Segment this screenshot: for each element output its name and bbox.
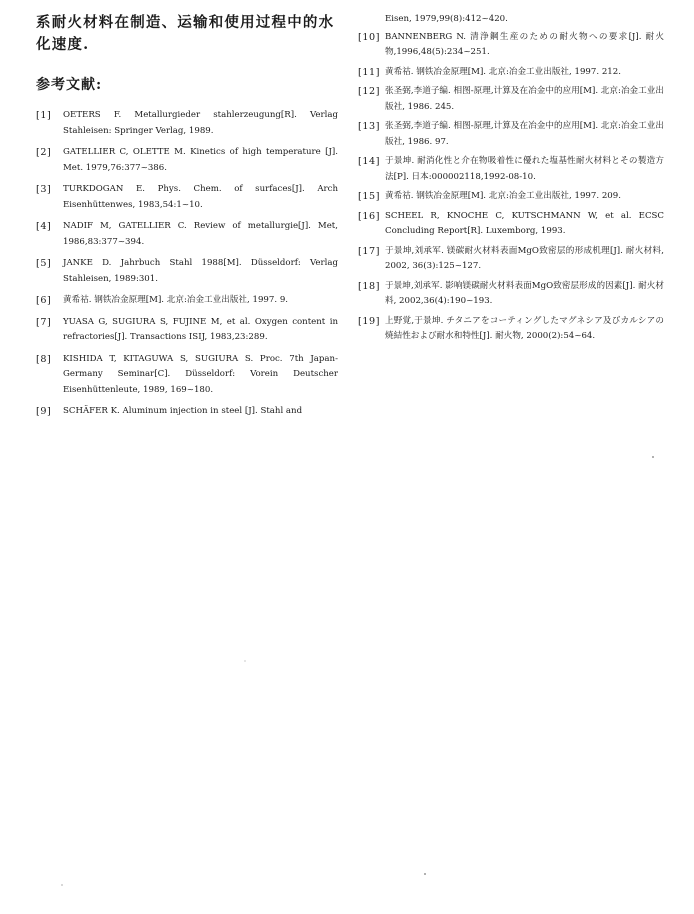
reference-text: KISHIDA T, KITAGUWA S, SUGIURA S. Proc. 7th Japan-Germany Seminar[C]. Düsseldorf: Vorein Deutscher Eisenhüttenleute, 1989, 169~180. (63, 353, 338, 395)
reference-number: [1] (36, 110, 52, 121)
reference-text: NADIF M, GATELLIER C. Review of metallurgie[J]. Met, 1986,83:377~394. (63, 221, 338, 247)
reference-text: 黄希祜. 钢铁冶金原理[M]. 北京:冶金工业出版社, 1997. 209. (385, 191, 621, 201)
reference-item (36, 404, 338, 420)
reference-text: YUASA G, SUGIURA S, FUJINE M, et al. Oxygen content in refractories[J]. Transactions ISIJ, 1983,23:289. (63, 316, 338, 342)
reference-item (358, 30, 664, 61)
reference-number: [15] (358, 191, 381, 202)
reference-text: GATELLIER C, OLETTE M. Kinetics of high temperature [J]. Met. 1979,76:377~386. (63, 147, 338, 173)
reference-number: [10] (358, 31, 381, 43)
intro-paragraph: 系耐火材料在制造、运输和使用过程中的水化速度. (36, 14, 335, 53)
scan-speck (652, 456, 654, 458)
reference-number: [7] (36, 316, 52, 328)
reference-text: OETERS F. Metallurgieder stahlerzeugung[R]. Verlag Stahleisen: Springer Verlag, 1989. (63, 110, 338, 136)
left-reference-list (36, 108, 338, 420)
reference-number: [3] (36, 184, 52, 195)
left-column (36, 0, 338, 426)
reference-text: 张圣弼,李道子编. 相图-原理,计算及在冶金中的应用[M]. 北京:冶金工业出版社, 1986. 245. (385, 86, 664, 112)
reference-number: [18] (358, 280, 381, 292)
reference-item (36, 352, 338, 399)
reference-item (358, 119, 664, 150)
reference-text: SCHEEL R, KNOCHE C, KUTSCHMANN W, et al. ECSC Concluding Report[R]. Luxemborg, 1993. (385, 210, 664, 236)
references-heading: 参考文献: (36, 77, 103, 93)
right-reference-list (358, 30, 664, 345)
reference-item (36, 182, 338, 213)
reference-number: [12] (358, 86, 381, 97)
reference-number: [9] (36, 406, 52, 417)
reference-number: [16] (358, 210, 381, 222)
reference-text: TURKDOGAN E. Phys. Chem. of surfaces[J]. Arch Eisenhüttenwes, 1983,54:1~10. (63, 184, 338, 210)
reference-item (36, 145, 338, 176)
reference-number: [2] (36, 147, 52, 158)
reference-text: JANKE D. Jahrbuch Stahl 1988[M]. Düsseldorf: Verlag Stahleisen, 1989:301. (63, 258, 338, 284)
reference-item (358, 279, 664, 310)
reference-number: [19] (358, 315, 381, 327)
reference-item (358, 314, 664, 345)
right-column (358, 0, 664, 349)
reference-item (358, 209, 664, 240)
reference-number: [5] (36, 258, 52, 269)
reference-number: [14] (358, 156, 381, 167)
reference-number: [17] (358, 245, 381, 257)
reference-number: [13] (358, 121, 381, 132)
reference-number: [11] (358, 66, 381, 78)
scan-speck (424, 873, 426, 875)
reference-text: 黄希祜. 钢铁冶金原理[M]. 北京:冶金工业出版社, 1997. 9. (63, 295, 289, 305)
reference-item (358, 244, 664, 275)
reference-continuation: Eisen, 1979,99(8):412~420. (385, 14, 508, 24)
scan-speck (61, 884, 63, 886)
reference-item (358, 65, 664, 81)
scan-speck (244, 660, 246, 662)
reference-text: 黄希祜. 钢铁冶金原理[M]. 北京:冶金工业出版社, 1997. 212. (385, 66, 621, 77)
reference-item (358, 189, 664, 205)
reference-text: 张圣弼,李道子编. 相图-原理,计算及在冶金中的应用[M]. 北京:冶金工业出版社, 1986. 97. (385, 121, 664, 147)
reference-item (358, 154, 664, 185)
reference-text: 上野覚,于景坤. チタニアをコーティングしたマグネシア及びカルシアの焼結性および耐水和特性[J]. 耐火物, 2000(2):54~64. (385, 315, 664, 341)
reference-text: 于景坤,刘承军. 影响镁碳耐火材料表面MgO致密层形成的因素[J]. 耐火材料, 2002,36(4):190~193. (385, 280, 664, 306)
reference-number: [8] (36, 353, 52, 365)
reference-item (36, 108, 338, 139)
reference-item (36, 256, 338, 287)
reference-item (36, 219, 338, 250)
reference-item (358, 84, 664, 115)
reference-text: BANNENBERG N. 清浄鋼生産のための耐火物への要求[J]. 耐火物,1996,48(5):234~251. (385, 31, 664, 57)
reference-number: [4] (36, 221, 52, 232)
reference-text: SCHÄFER K. Aluminum injection in steel [J]. Stahl and (63, 406, 303, 416)
reference-item (36, 315, 338, 346)
reference-number: [6] (36, 295, 52, 306)
reference-item (36, 293, 338, 309)
reference-text: 于景坤. 耐消化性と介在物吸着性に優れた塩基性耐火材料とその製造方法[P]. 日本:000002118,1992-08-10. (385, 156, 664, 182)
reference-text: 于景坤,刘承军. 镁碳耐火材料表面MgO致密层的形成机理[J]. 耐火材料, 2002, 36(3):125~127. (385, 245, 664, 271)
